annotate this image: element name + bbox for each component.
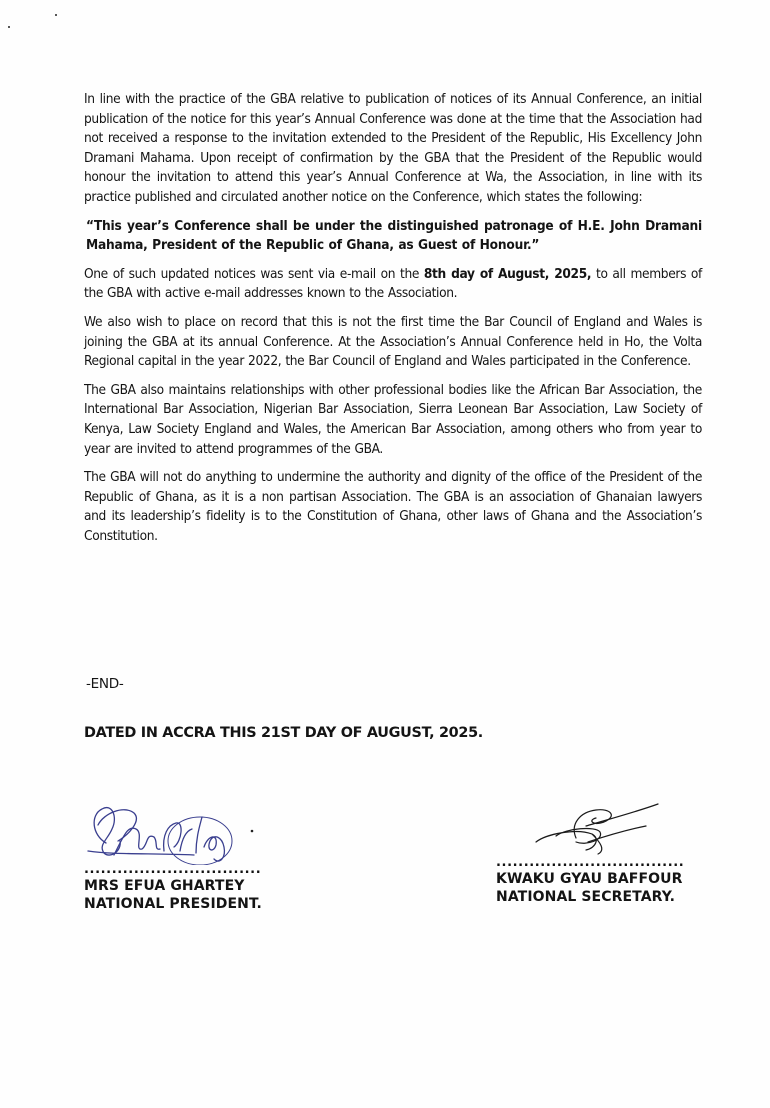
paragraph-non-partisan: The GBA will not do anything to undermine the authority and dignity of the office of the President of the Republic of Ghana, as it is a non partisan Association. The GBA is an association of Ghanaian lawyers and its leadership’s fidelity is to the Constitution of Ghana, other laws of Ghana and the Association’s Constitution. xyxy=(84,469,702,544)
email-notice-text-after: to all members of the GBA with active e-mail addresses known to the Association. xyxy=(84,265,703,302)
signature-block-secretary xyxy=(496,798,696,906)
signature-line-secretary: .................................. xyxy=(496,855,685,870)
signatory-name-secretary: KWAKU GYAU BAFFOUR xyxy=(496,871,683,887)
signatory-title-secretary: NATIONAL SECRETARY. xyxy=(496,889,676,905)
paragraph-intro: In line with the practice of the GBA relative to publication of notices of its Annual Conference, an initial publication of the notice for this year’s Annual Conference was done at the time that the Association had not received a response to the invitation extended to the President of the Republic, His Excellency John Dramani Mahama. Upon receipt of confirmation by the GBA that the President of the Republic would honour the invitation to attend this year’s Annual Conference at Wa, the Association, in line with its practice published and circulated another notice on the Conference, which states the following: xyxy=(84,91,702,205)
paragraph-email-notice xyxy=(84,265,702,304)
email-notice-text-before: One of such updated notices was sent via e-mail on the xyxy=(84,265,424,282)
signatory-name-president: MRS EFUA GHARTEY xyxy=(84,878,245,894)
signature-block-president xyxy=(84,795,274,913)
end-marker: -END- xyxy=(86,676,124,692)
signature-secretary-icon xyxy=(496,798,696,858)
email-notice-date: 8th day of August, 2025, xyxy=(423,265,592,282)
document-body xyxy=(84,90,702,546)
signature-president-icon xyxy=(84,795,274,865)
signature-line-president: ................................ xyxy=(84,862,262,877)
paragraph-relationships: The GBA also maintains relationships with other professional bodies like the African Bar Association, the International Bar Association, Nigerian Bar Association, Sierra Leonean Bar Association, Law Society of Kenya, Law Society England and Wales, the American Bar Association, among others who from year to year are invited to attend programmes of the GBA. xyxy=(84,381,702,457)
paragraph-bar-council: We also wish to place on record that this is not the first time the Bar Council of England and Wales is joining the GBA at its annual Conference. At the Association’s Annual Conference held in Ho, the Volta Regional capital in the year 2022, the Bar Council of England and Wales participated in the Conference. xyxy=(84,313,702,370)
scan-speck xyxy=(8,26,10,28)
paragraph-quote: “This year’s Conference shall be under the distinguished patronage of H.E. John Dramani Mahama, President of the Republic of Ghana, as Guest of Honour.” xyxy=(86,217,702,254)
dated-line: DATED IN ACCRA THIS 21ST DAY OF AUGUST, 2025. xyxy=(84,725,483,741)
signatory-title-president-visible: NATIONAL PRESIDENT. xyxy=(84,896,262,912)
scan-speck xyxy=(55,14,57,16)
